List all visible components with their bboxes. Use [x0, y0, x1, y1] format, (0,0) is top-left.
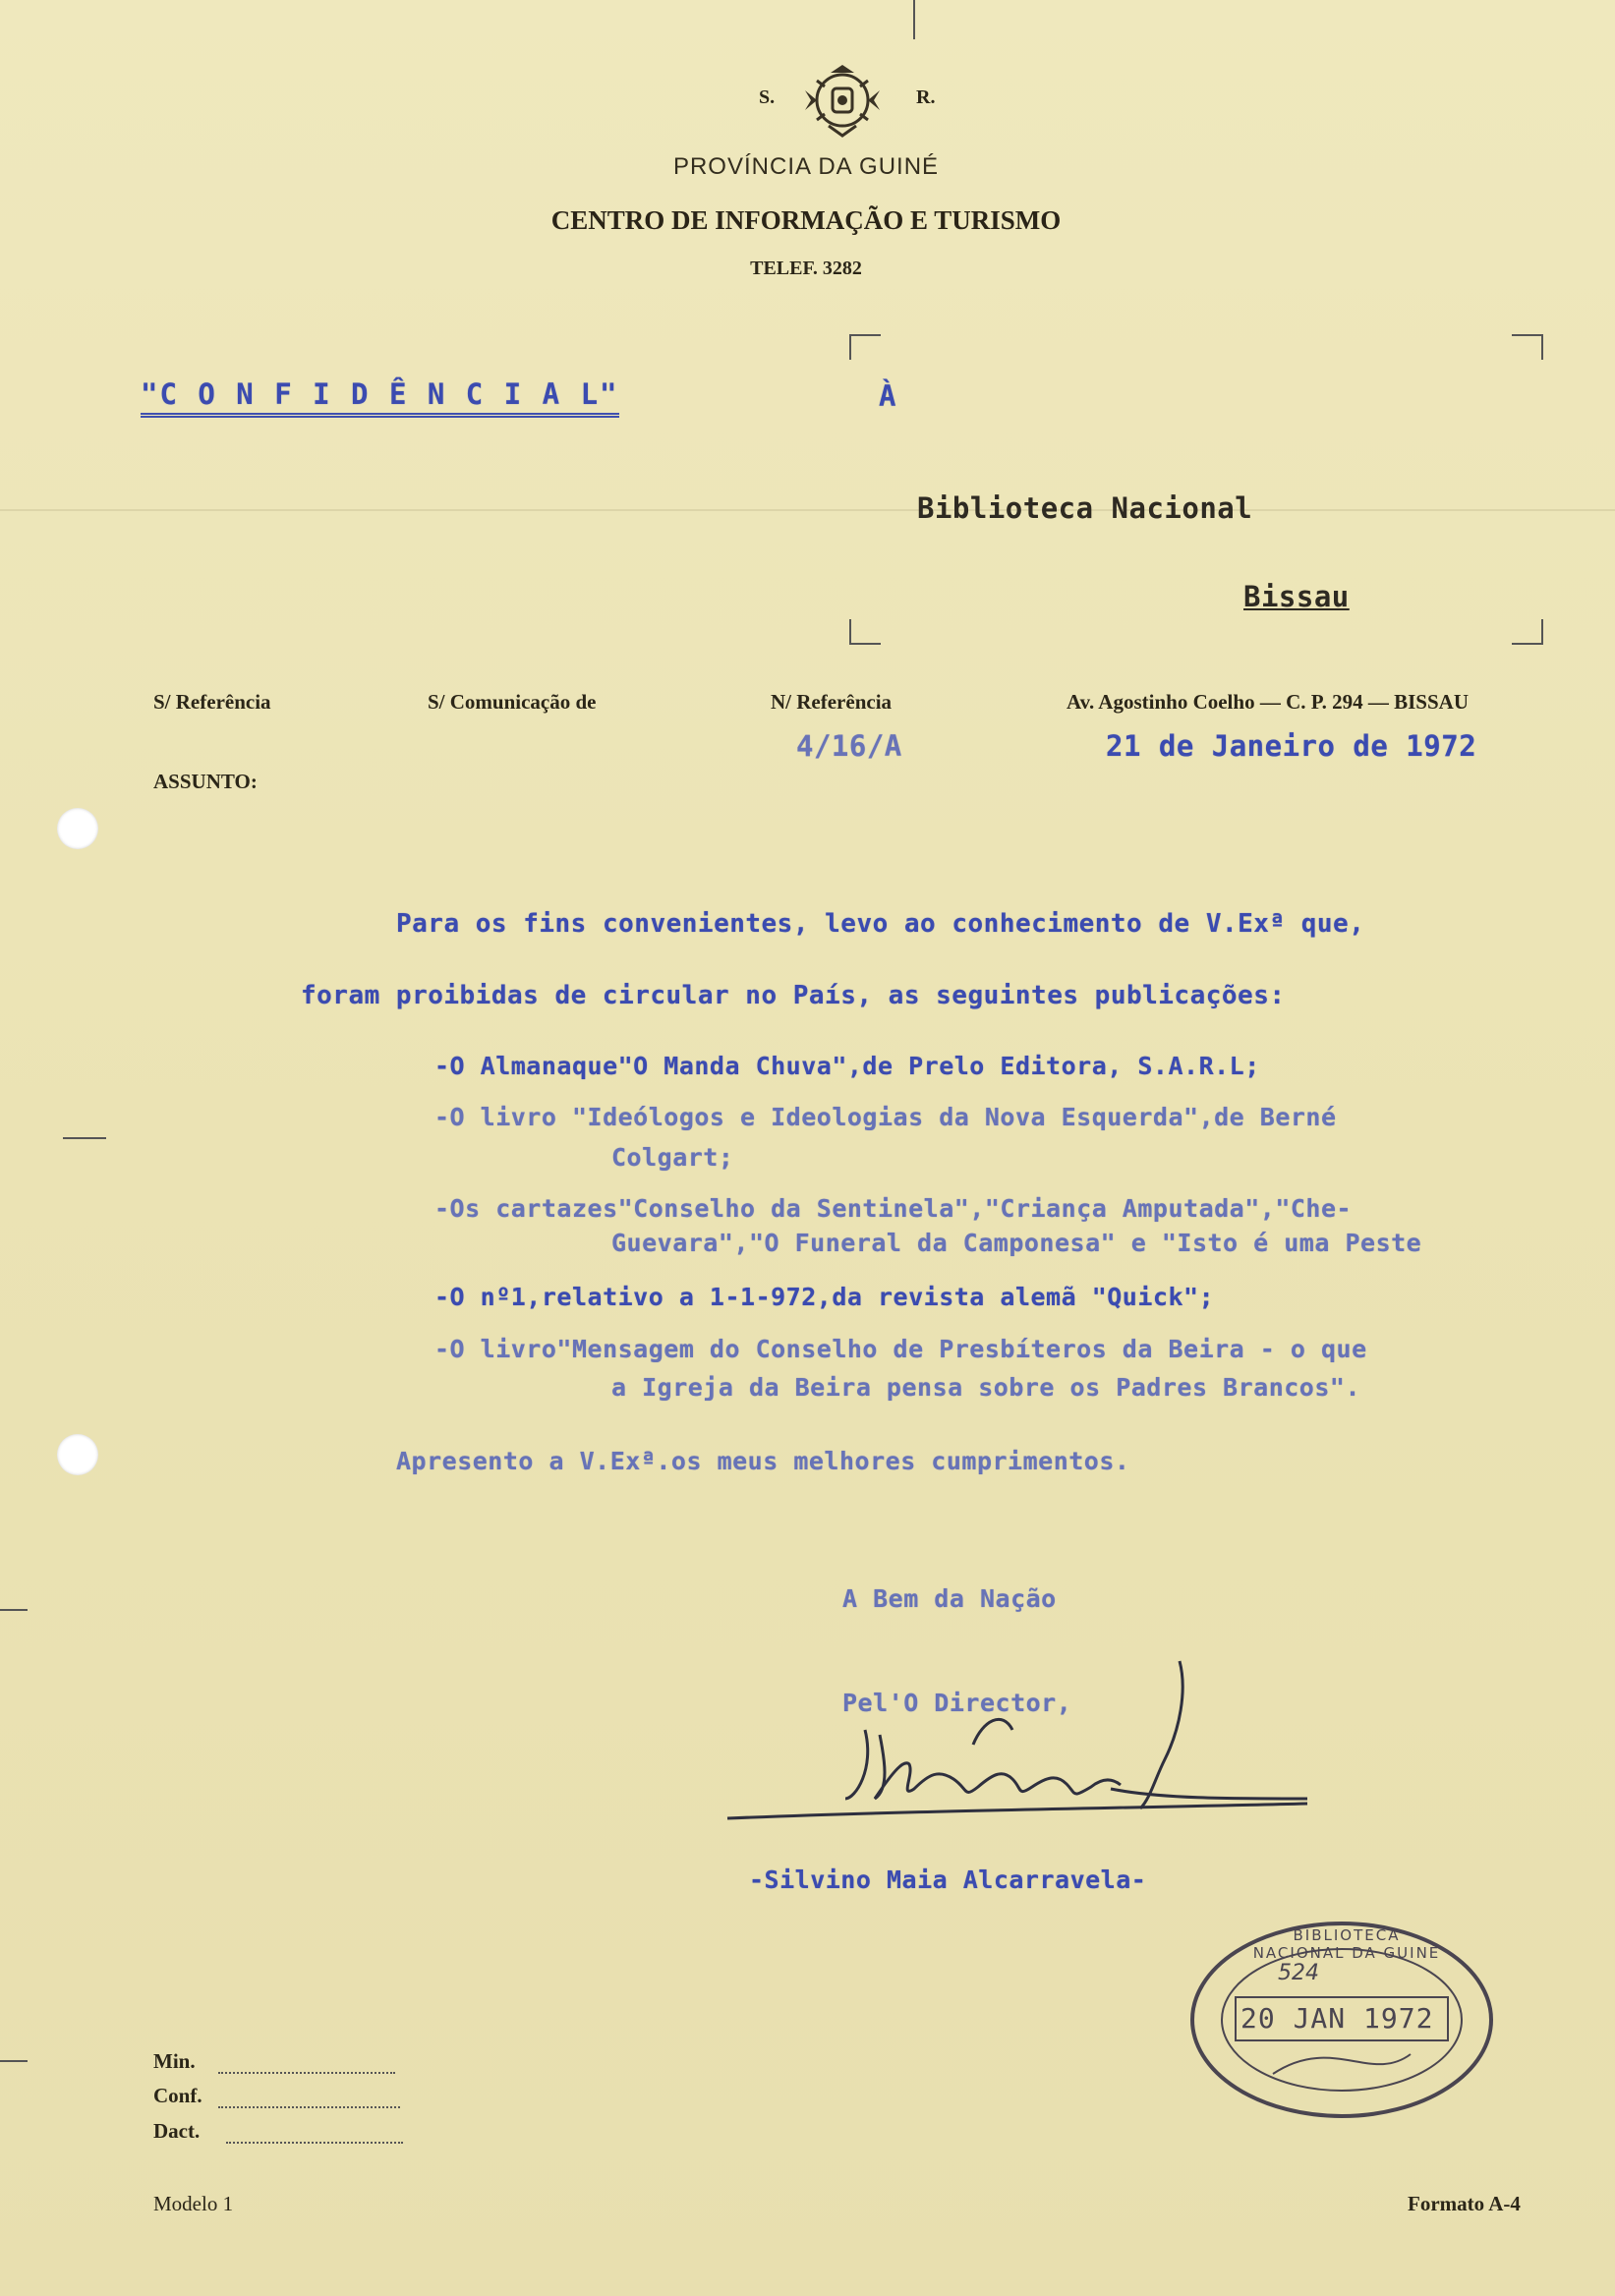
- footer-dact-line: [226, 2142, 403, 2144]
- your-communication-label: S/ Comunicação de: [428, 690, 597, 714]
- window-corner-tr: [1512, 334, 1543, 360]
- closing-greeting: Apresento a V.Exª.os meus melhores cumprimentos.: [396, 1447, 1130, 1475]
- publication-item-3: -Os cartazes"Conselho da Sentinela","Criança Amputada","Che-: [434, 1194, 1353, 1223]
- top-tick-mark: [913, 0, 915, 39]
- stamp-number: 524: [1278, 1961, 1319, 1985]
- footer-model: Modelo 1: [153, 2192, 234, 2215]
- footer-min-line: [218, 2072, 395, 2074]
- handwritten-signature-icon: [718, 1651, 1327, 1838]
- footer-conf-label: Conf.: [153, 2084, 202, 2107]
- our-reference-label: N/ Referência: [771, 690, 893, 714]
- punch-hole-upper: [57, 808, 98, 849]
- signature-title: Pel'O Director,: [842, 1689, 1072, 1717]
- letter-date: 21 de Janeiro de 1972: [1106, 729, 1477, 763]
- coat-of-arms-icon: [803, 61, 882, 140]
- publication-item-4: -O nº1,relativo a 1-1-972,da revista alemã "Quick";: [434, 1283, 1215, 1311]
- edge-tick-2: [0, 1609, 28, 1611]
- publication-item-5: -O livro"Mensagem do Conselho de Presbíteros da Beira - o que: [434, 1335, 1367, 1363]
- publication-item-1: -O Almanaque"O Manda Chuva",de Prelo Editora, S.A.R.L;: [434, 1052, 1260, 1080]
- paper-fold-line: [0, 509, 1615, 511]
- publication-item-2: -O livro "Ideólogos e Ideologias da Nova Esquerda",de Berné: [434, 1103, 1337, 1131]
- window-corner-br: [1512, 619, 1543, 645]
- edge-tick-3: [0, 2060, 28, 2062]
- centre-name: CENTRO DE INFORMAÇÃO E TURISMO: [550, 205, 1062, 235]
- province-name: PROVÍNCIA DA GUINÉ: [672, 153, 940, 180]
- sender-address: Av. Agostinho Coelho — C. P. 294 — BISSAU: [1067, 690, 1469, 714]
- footer-dact-label: Dact.: [153, 2119, 201, 2143]
- our-reference-value: 4/16/A: [796, 729, 902, 763]
- letterhead-r: R.: [916, 86, 936, 108]
- signatory-name: -Silvino Maia Alcarravela-: [749, 1866, 1147, 1894]
- letterhead-s: S.: [759, 86, 776, 108]
- recipient-city: Bissau: [1243, 580, 1350, 613]
- subject-label: ASSUNTO:: [153, 770, 258, 793]
- stamp-date: 20 JAN 1972: [1240, 2002, 1434, 2035]
- signature-salutation: A Bem da Nação: [842, 1584, 1057, 1613]
- publication-item-3-cont: Guevara","O Funeral da Camponesa" e "Isto é uma Peste: [611, 1229, 1422, 1257]
- punch-hole-lower: [57, 1434, 98, 1475]
- footer-min-label: Min.: [153, 2049, 196, 2073]
- footer-format: Formato A-4: [1408, 2192, 1521, 2215]
- publication-item-5-cont: a Igreja da Beira pensa sobre os Padres Brancos".: [611, 1373, 1361, 1402]
- body-intro-line1: Para os fins convenientes, levo ao conhecimento de V.Exª que,: [396, 909, 1365, 939]
- confidential-mark: "C O N F I D Ê N C I A L": [141, 377, 619, 418]
- edge-tick-1: [63, 1137, 106, 1139]
- footer-conf-line: [218, 2106, 400, 2108]
- telephone: TELEF. 3282: [750, 258, 862, 279]
- publication-item-2-cont: Colgart;: [611, 1143, 734, 1172]
- recipient-prefix: À: [879, 379, 896, 413]
- recipient-name: Biblioteca Nacional: [917, 491, 1253, 525]
- window-corner-bl: [849, 619, 881, 645]
- your-reference-label: S/ Referência: [153, 690, 271, 714]
- window-corner-tl: [849, 334, 881, 360]
- body-intro-line2: foram proibidas de circular no País, as seguintes publicações:: [301, 981, 1286, 1010]
- stamp-text: BIBLIOTECA NACIONAL DA GUINÉ: [1252, 1926, 1441, 1962]
